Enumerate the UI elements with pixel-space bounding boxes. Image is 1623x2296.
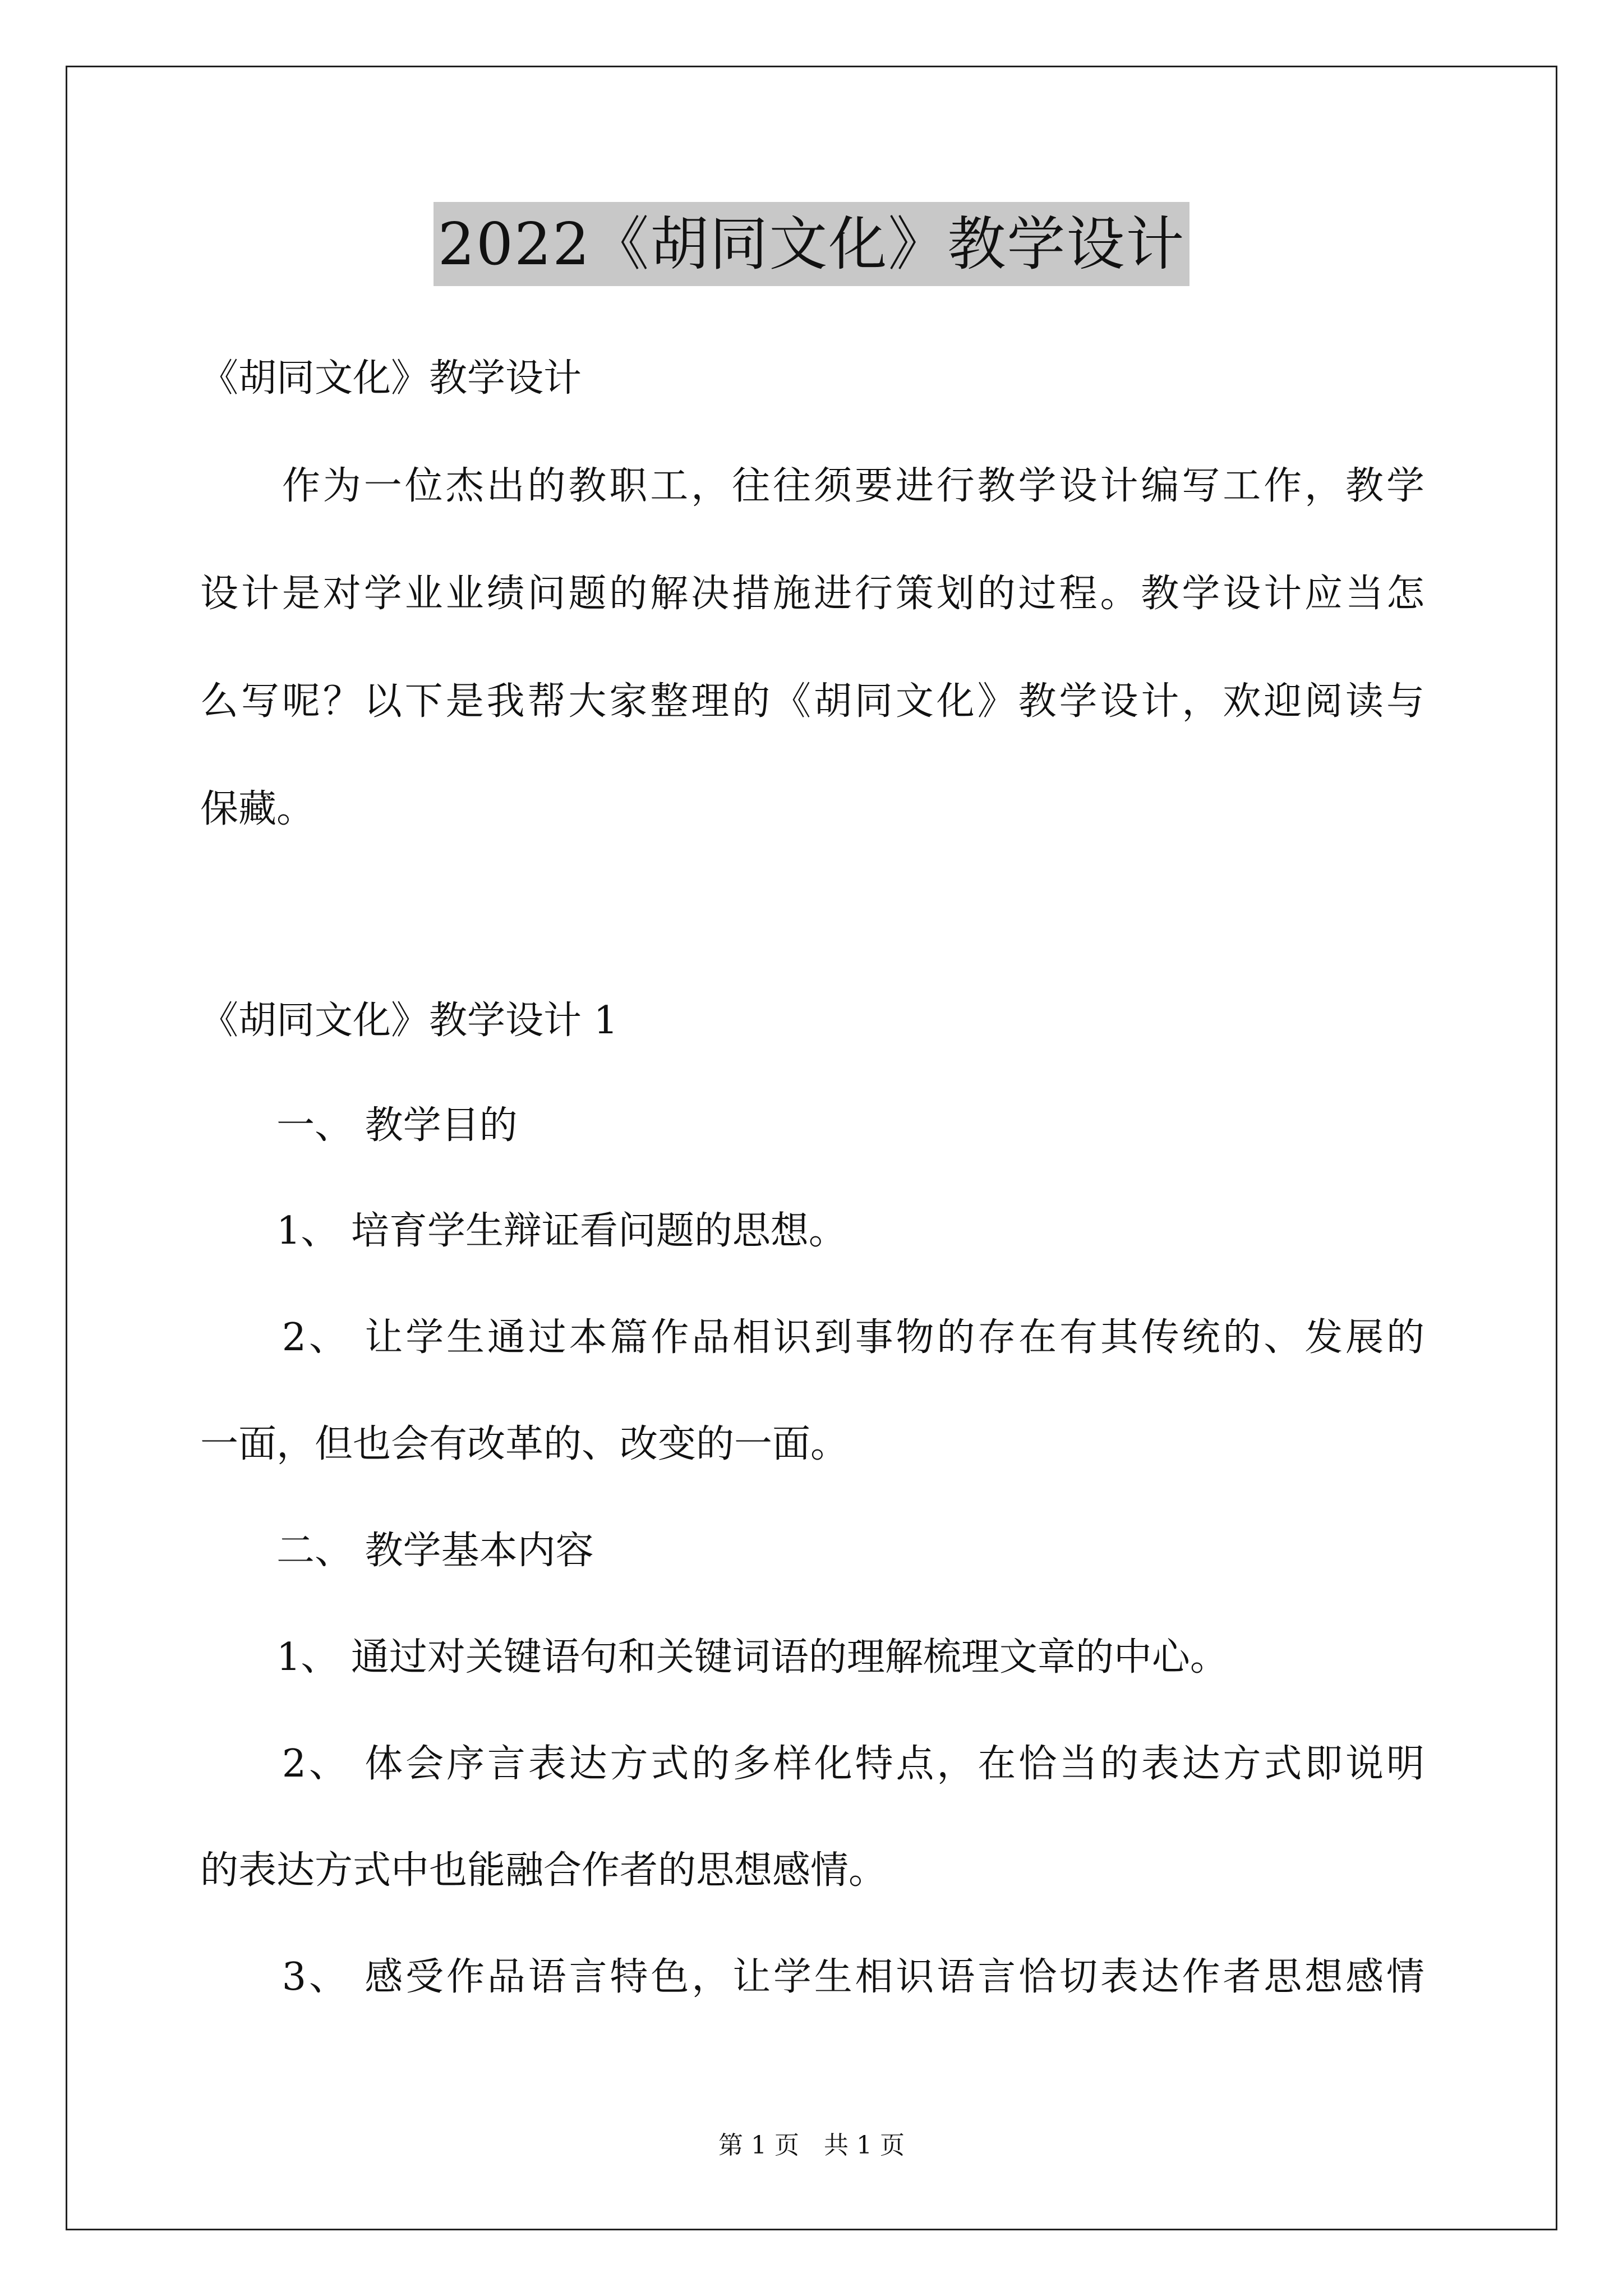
- section-heading: 《胡同文化》教学设计 1: [200, 999, 618, 1043]
- list-item-continuation: 的表达方式中也能融合作者的思想感情。: [200, 1848, 887, 1893]
- list-item: 1、 培育学生辩证看问题的思想。: [200, 1209, 847, 1253]
- list-item: 1、 通过对关键语句和关键词语的理解梳理文章的中心。: [200, 1635, 1228, 1680]
- title-container: [0, 202, 1623, 286]
- document-title: 2022《胡同文化》教学设计: [434, 202, 1190, 286]
- list-heading: 二、 教学基本内容: [200, 1529, 594, 1573]
- paragraph-line: 作为一位杰出的教职工，往往须要进行教学设计编写工作，教学: [200, 464, 1424, 508]
- list-item: 3、 感受作品语言特色，让学生相识语言恰切表达作者思想感情: [200, 1955, 1424, 1999]
- list-item: 2、 让学生通过本篇作品相识到事物的存在有其传统的、发展的: [200, 1315, 1424, 1360]
- subtitle: 《胡同文化》教学设计: [200, 356, 582, 401]
- paragraph-line: 保藏。: [200, 787, 315, 831]
- page-footer: 第 1 页 共 1 页: [718, 2131, 905, 2160]
- list-item-continuation: 一面，但也会有改革的、改变的一面。: [200, 1422, 849, 1466]
- list-item: 2、 体会序言表达方式的多样化特点，在恰当的表达方式即说明: [200, 1742, 1424, 1786]
- paragraph-line: 么写呢？以下是我帮大家整理的《胡同文化》教学设计，欢迎阅读与: [200, 679, 1424, 724]
- paragraph-line: 设计是对学业业绩问题的解决措施进行策划的过程。教学设计应当怎: [200, 572, 1424, 616]
- list-heading: 一、 教学目的: [200, 1103, 518, 1148]
